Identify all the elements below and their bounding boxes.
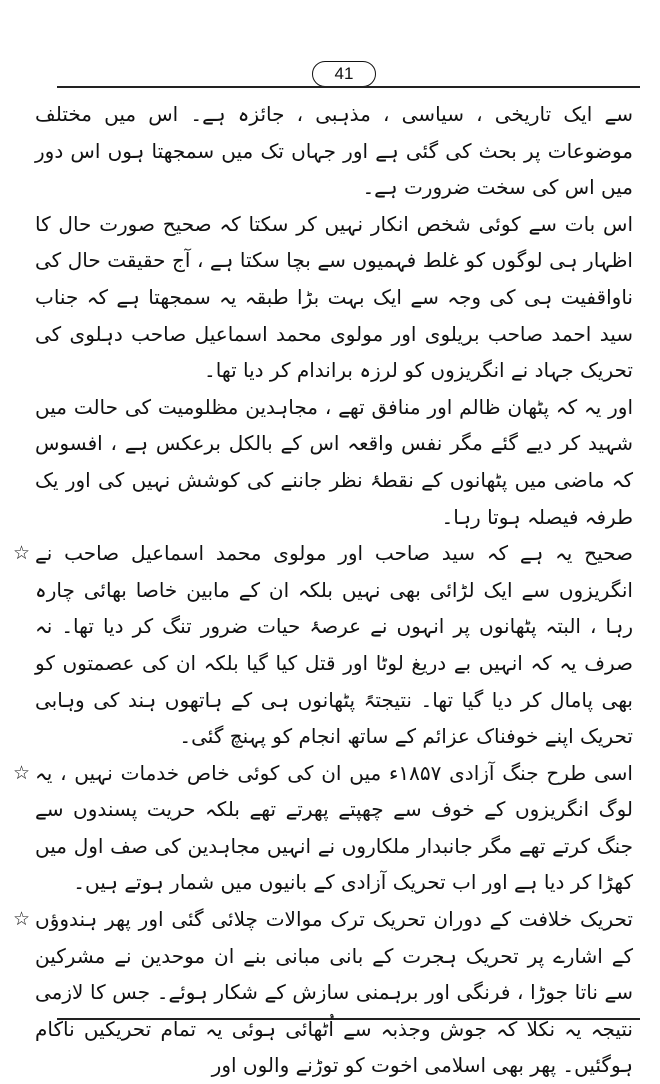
bullet-item-1 xyxy=(13,535,633,755)
bullet-text-1: صحیح یہ ہے کہ سید صاحب اور مولوی محمد اسماعیل صاحب نے انگریزوں سے ایک لڑائی بھی نہیں بلکہ ان کے مابین خاصا بھائی چارہ رہا ، البتہ پٹھانوں پر انہوں نے عرصۂ حیات ضرور تنگ کر دیا تھا۔ نہ صرف یہ کہ انہیں بے دریغ لوٹا اور قتل کیا گیا بلکہ ان کی عصمتوں کو بھی پامال کر دیا گیا تھا۔ نتیجتہً پٹھانوں ہی کے ہاتھوں ہند کی وہابی تحریک اپنے خوفناک عزائم کے ساتھ انجام کو پہنچ گئی۔ xyxy=(35,541,633,749)
paragraph-2: اس بات سے کوئی شخص انکار نہیں کر سکتا کہ صحیح صورت حال کا اظہار ہی لوگوں کو غلط فہمیوں سے بچا سکتا ہے ، آج حقیقت حال کی ناواقفیت ہی کی وجہ سے ایک بہت بڑا طبقہ یہ سمجھتا ہے کہ جناب سید احمد صاحب بریلوی اور مولوی محمد اسماعیل صاحب دہلوی کی تحریک جہاد نے انگریزوں کو لرزہ براندام کر دیا تھا۔ xyxy=(35,211,633,383)
star-bullet-icon: ☆ xyxy=(13,761,31,784)
bullet-text-2: اسی طرح جنگ آزادی ۱۸۵۷ء میں ان کی کوئی خاص خدمات نہیں ، یہ لوگ انگریزوں کے خوف سے چھپتے پھرتے تھے بلکہ حریت پسندوں سے جنگ کرتے تھے مگر جانبدار ملکاروں نے انہیں مجاہدین کی صف اول میں کھڑا کر دیا ہے اور اب تحریک آزادی کے بانیوں میں شمار ہوتے ہیں۔ xyxy=(35,760,633,895)
bullet-item-3 xyxy=(13,901,633,1084)
footer-rule xyxy=(57,1018,640,1020)
star-bullet-icon: ☆ xyxy=(13,542,31,565)
paragraph-3: اور یہ کہ پٹھان ظالم اور منافق تھے ، مجاہدین مظلومیت کی حالت میں شہید کر دیے گئے مگر نفس واقعہ اس کے بالکل برعکس ہے ، افسوس کہ ماضی میں پٹھانوں کے نقطۂ نظر جاننے کی کوشش نہیں کی اور یک طرفہ فیصلہ ہوتا رہا۔ xyxy=(35,394,633,529)
paragraph-1: سے ایک تاریخی ، سیاسی ، مذہبی ، جائزہ ہے۔ اس میں مختلف موضوعات پر بحث کی گئی ہے اور جہاں تک میں سمجھتا ہوں اس دور میں اس کی سخت ضرورت ہے۔ xyxy=(35,102,633,200)
page-content xyxy=(13,96,633,1084)
page-number: 41 xyxy=(312,61,376,87)
bullet-item-2 xyxy=(13,755,633,901)
header-rule xyxy=(57,86,640,88)
bullet-text-3: تحریک خلافت کے دوران تحریک ترک موالات چلائی گئی اور پھر ہندوؤں کے اشارے پر تحریک ہجرت کے بانی مبانی بنے ان موحدین نے مشرکین سے ناتا جوڑا ، فرنگی اور برہمنی سازش کے شکار ہوئے۔ جس کا لازمی نتیجہ یہ نکلا کہ جوش وجذبہ سے اُٹھائی ہوئی یہ تمام تحریکیں ناکام ہوگئیں۔ پھر بھی اسلامی اخوت کو توڑنے والوں اور xyxy=(35,907,633,1078)
star-bullet-icon: ☆ xyxy=(13,908,31,931)
